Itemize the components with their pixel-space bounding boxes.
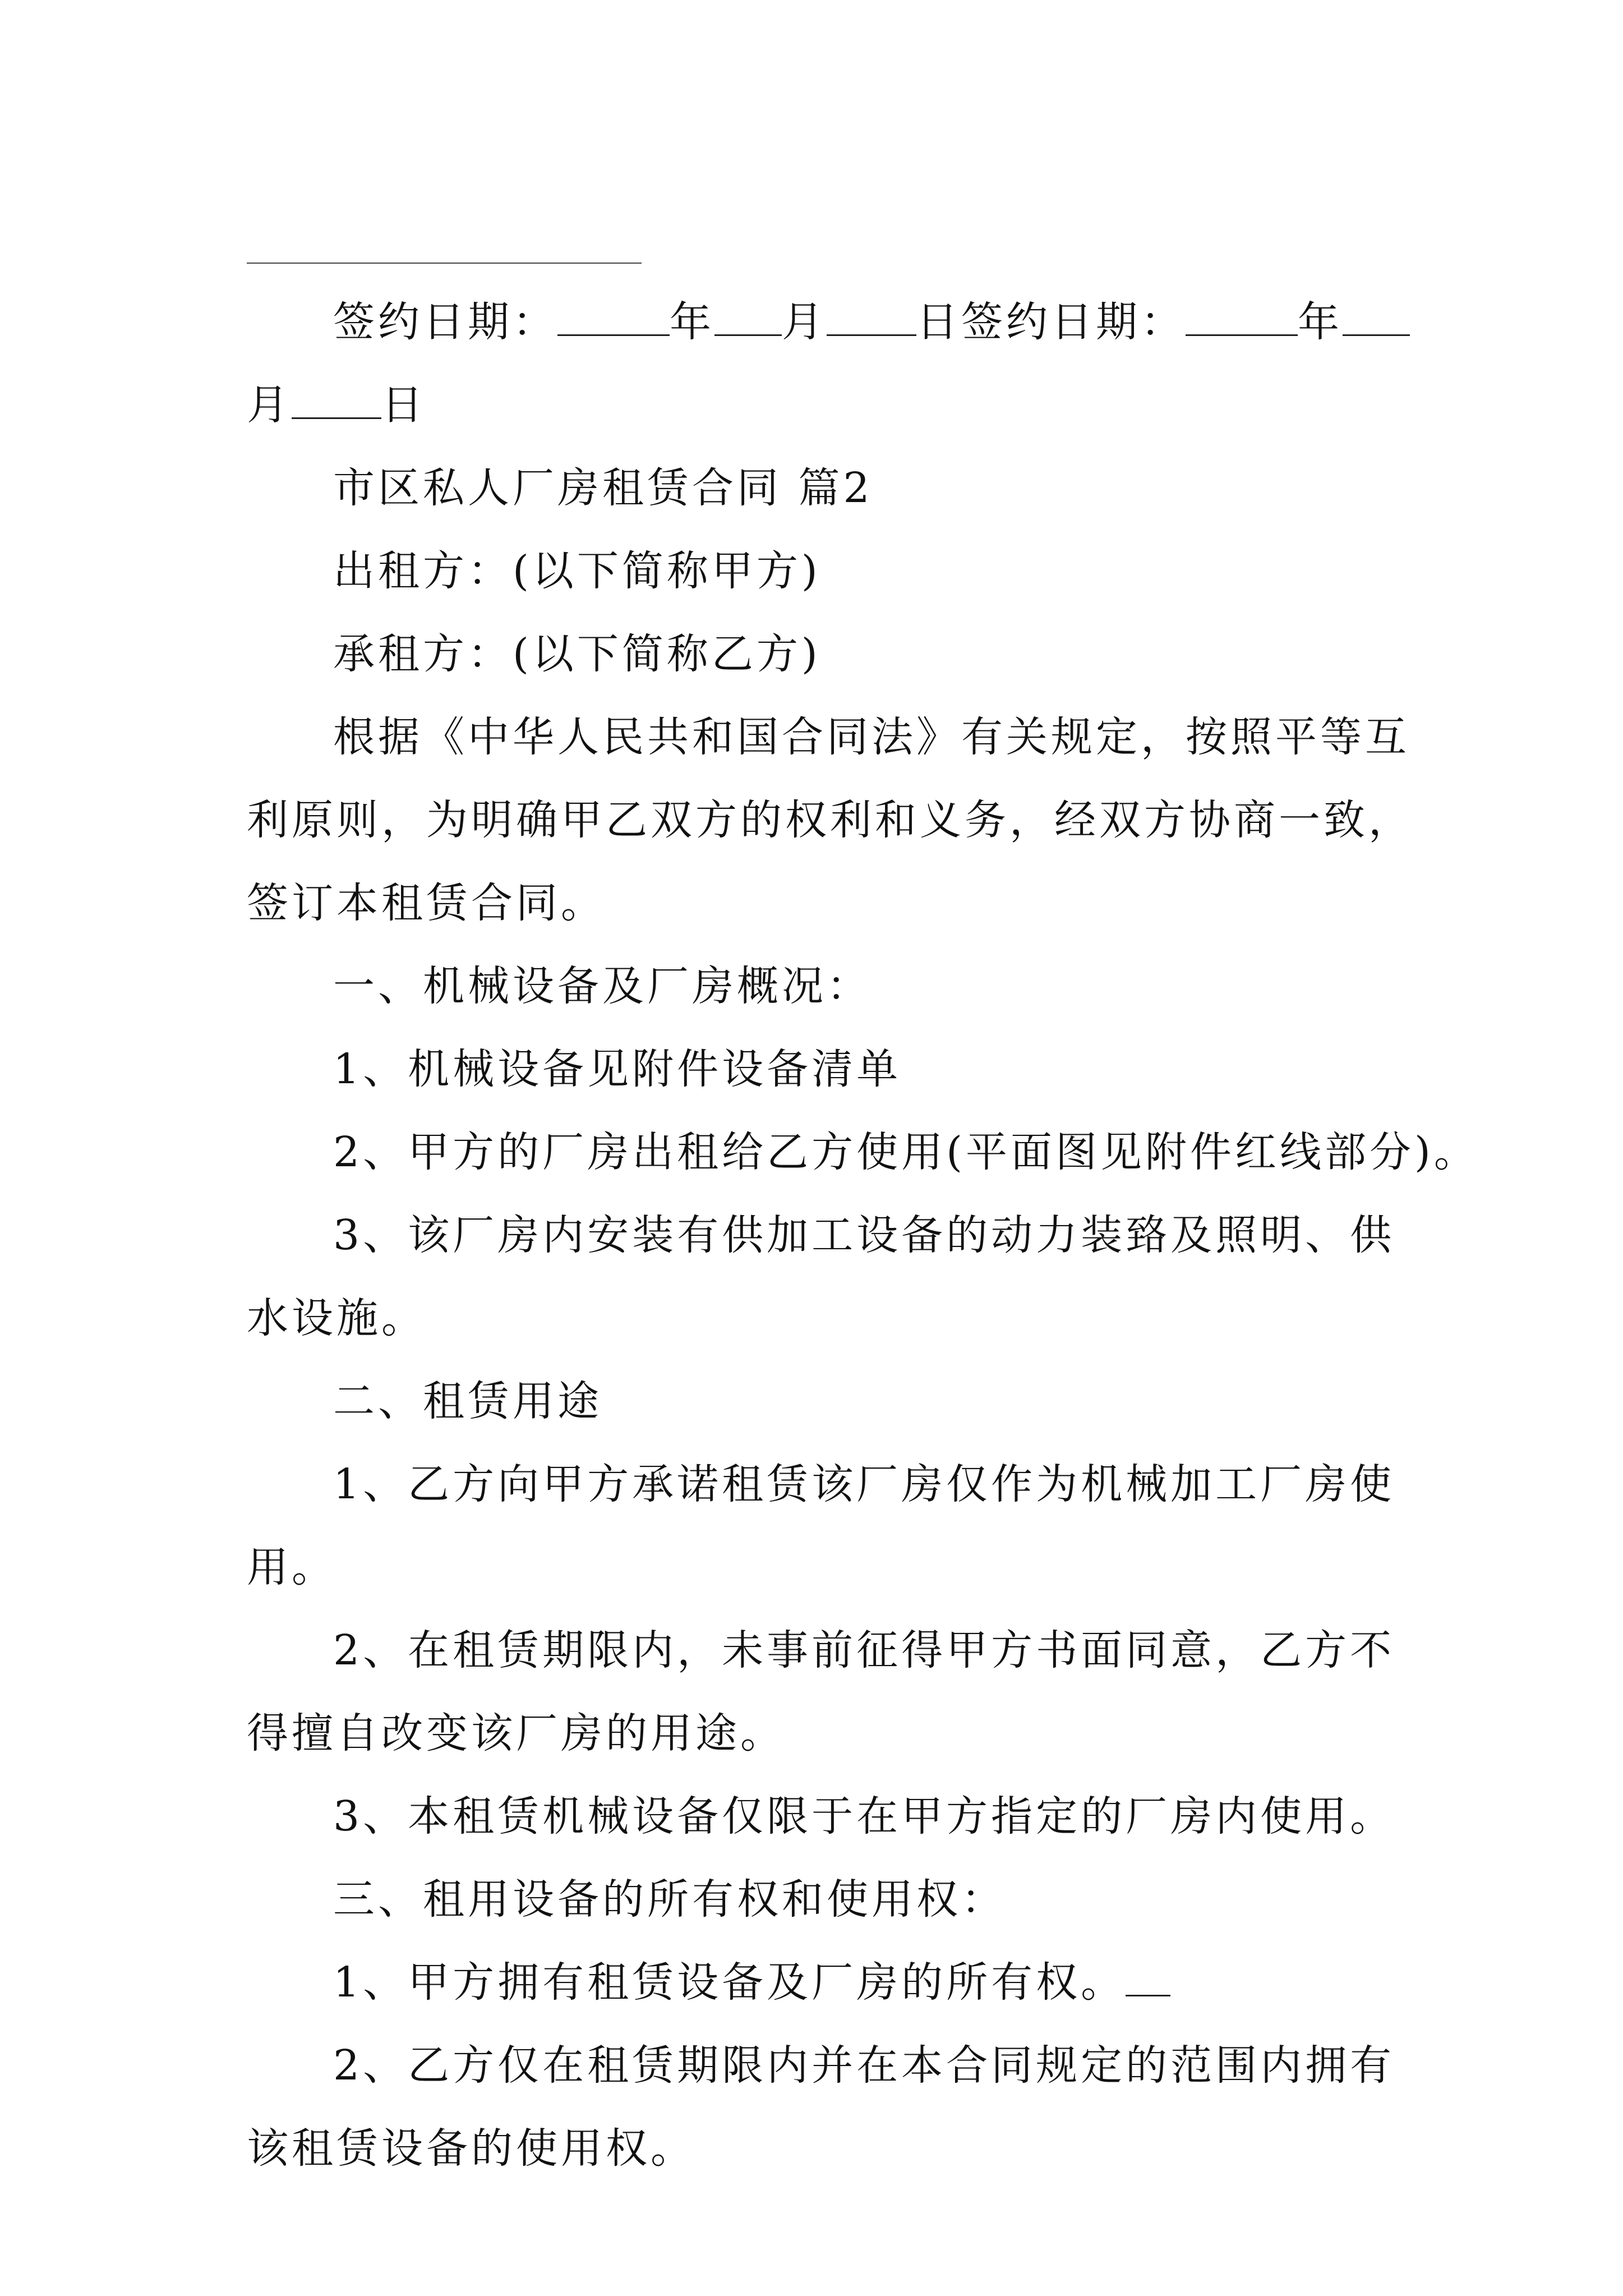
heading-ownership: 三、租用设备的所有权和使用权：	[333, 1875, 1006, 1924]
section-title: 市区私人厂房租赁合同 篇2	[333, 464, 873, 512]
preamble-line-2: 利原则，为明确甲乙双方的权利和义务，经双方协商一致，	[247, 796, 1413, 844]
preamble-line-1: 根据《中华人民共和国合同法》有关规定，按照平等互	[333, 713, 1410, 761]
signature-date-line	[247, 280, 1385, 364]
heading-equipment-overview: 一、机械设备及厂房概况：	[333, 962, 872, 1010]
clause-2-1: 1、乙方向甲方承诺租赁该厂房仅作为机械加工厂房使	[333, 1460, 1395, 1508]
month-label-1: 月	[782, 298, 827, 346]
month-label-2: 月	[247, 381, 292, 429]
clause-1-1: 1、机械设备见附件设备清单	[333, 1045, 902, 1093]
heading-lease-purpose: 二、租赁用途	[333, 1377, 602, 1425]
clause-3-1: 1、甲方拥有租赁设备及厂房的所有权。	[333, 1958, 1126, 2007]
clause-2-2-cont: 得擅自改变该厂房的用途。	[247, 1709, 785, 1757]
clause-3-1-line	[247, 1941, 1385, 2024]
clause-3-2-cont: 该租赁设备的使用权。	[247, 2124, 695, 2173]
signature-date-line-cont	[247, 364, 1385, 447]
year-blank-2	[1186, 289, 1298, 336]
clause-2-3: 3、本租赁机械设备仅限于在甲方指定的厂房内使用。	[333, 1792, 1395, 1841]
clause-1-2: 2、甲方的厂房出租给乙方使用(平面图见附件红线部分)。	[333, 1128, 1479, 1176]
year-blank-1	[557, 289, 670, 336]
document-body	[247, 280, 1479, 2190]
month-blank-2	[1343, 289, 1410, 336]
day-signature-label-2: 日签约日期：	[916, 298, 1186, 346]
lessee-line: 承租方：(以下简称乙方)	[333, 630, 821, 678]
top-divider	[247, 263, 642, 264]
year-label-1: 年	[670, 298, 714, 346]
clause-1-3-cont: 水设施。	[247, 1294, 426, 1342]
day-blank-1	[827, 289, 916, 336]
month-blank-1	[714, 289, 782, 336]
lessor-line: 出租方：(以下简称甲方)	[333, 547, 821, 595]
day-blank-2	[292, 372, 381, 419]
signature-date-label: 签约日期：	[333, 298, 557, 346]
day-label-2: 日	[381, 381, 426, 429]
clause-3-2: 2、乙方仅在租赁期限内并在本合同规定的范围内拥有	[333, 2041, 1395, 2090]
clause-2-1-cont: 用。	[247, 1543, 336, 1591]
clause-2-2: 2、在租赁期限内，未事前征得甲方书面同意，乙方不	[333, 1626, 1395, 1674]
clause-1-3: 3、该厂房内安装有供加工设备的动力装臵及照明、供	[333, 1211, 1395, 1259]
preamble-line-3: 签订本租赁合同。	[247, 879, 606, 927]
clause-3-1-blank	[1126, 1950, 1170, 1996]
year-label-2: 年	[1298, 298, 1343, 346]
